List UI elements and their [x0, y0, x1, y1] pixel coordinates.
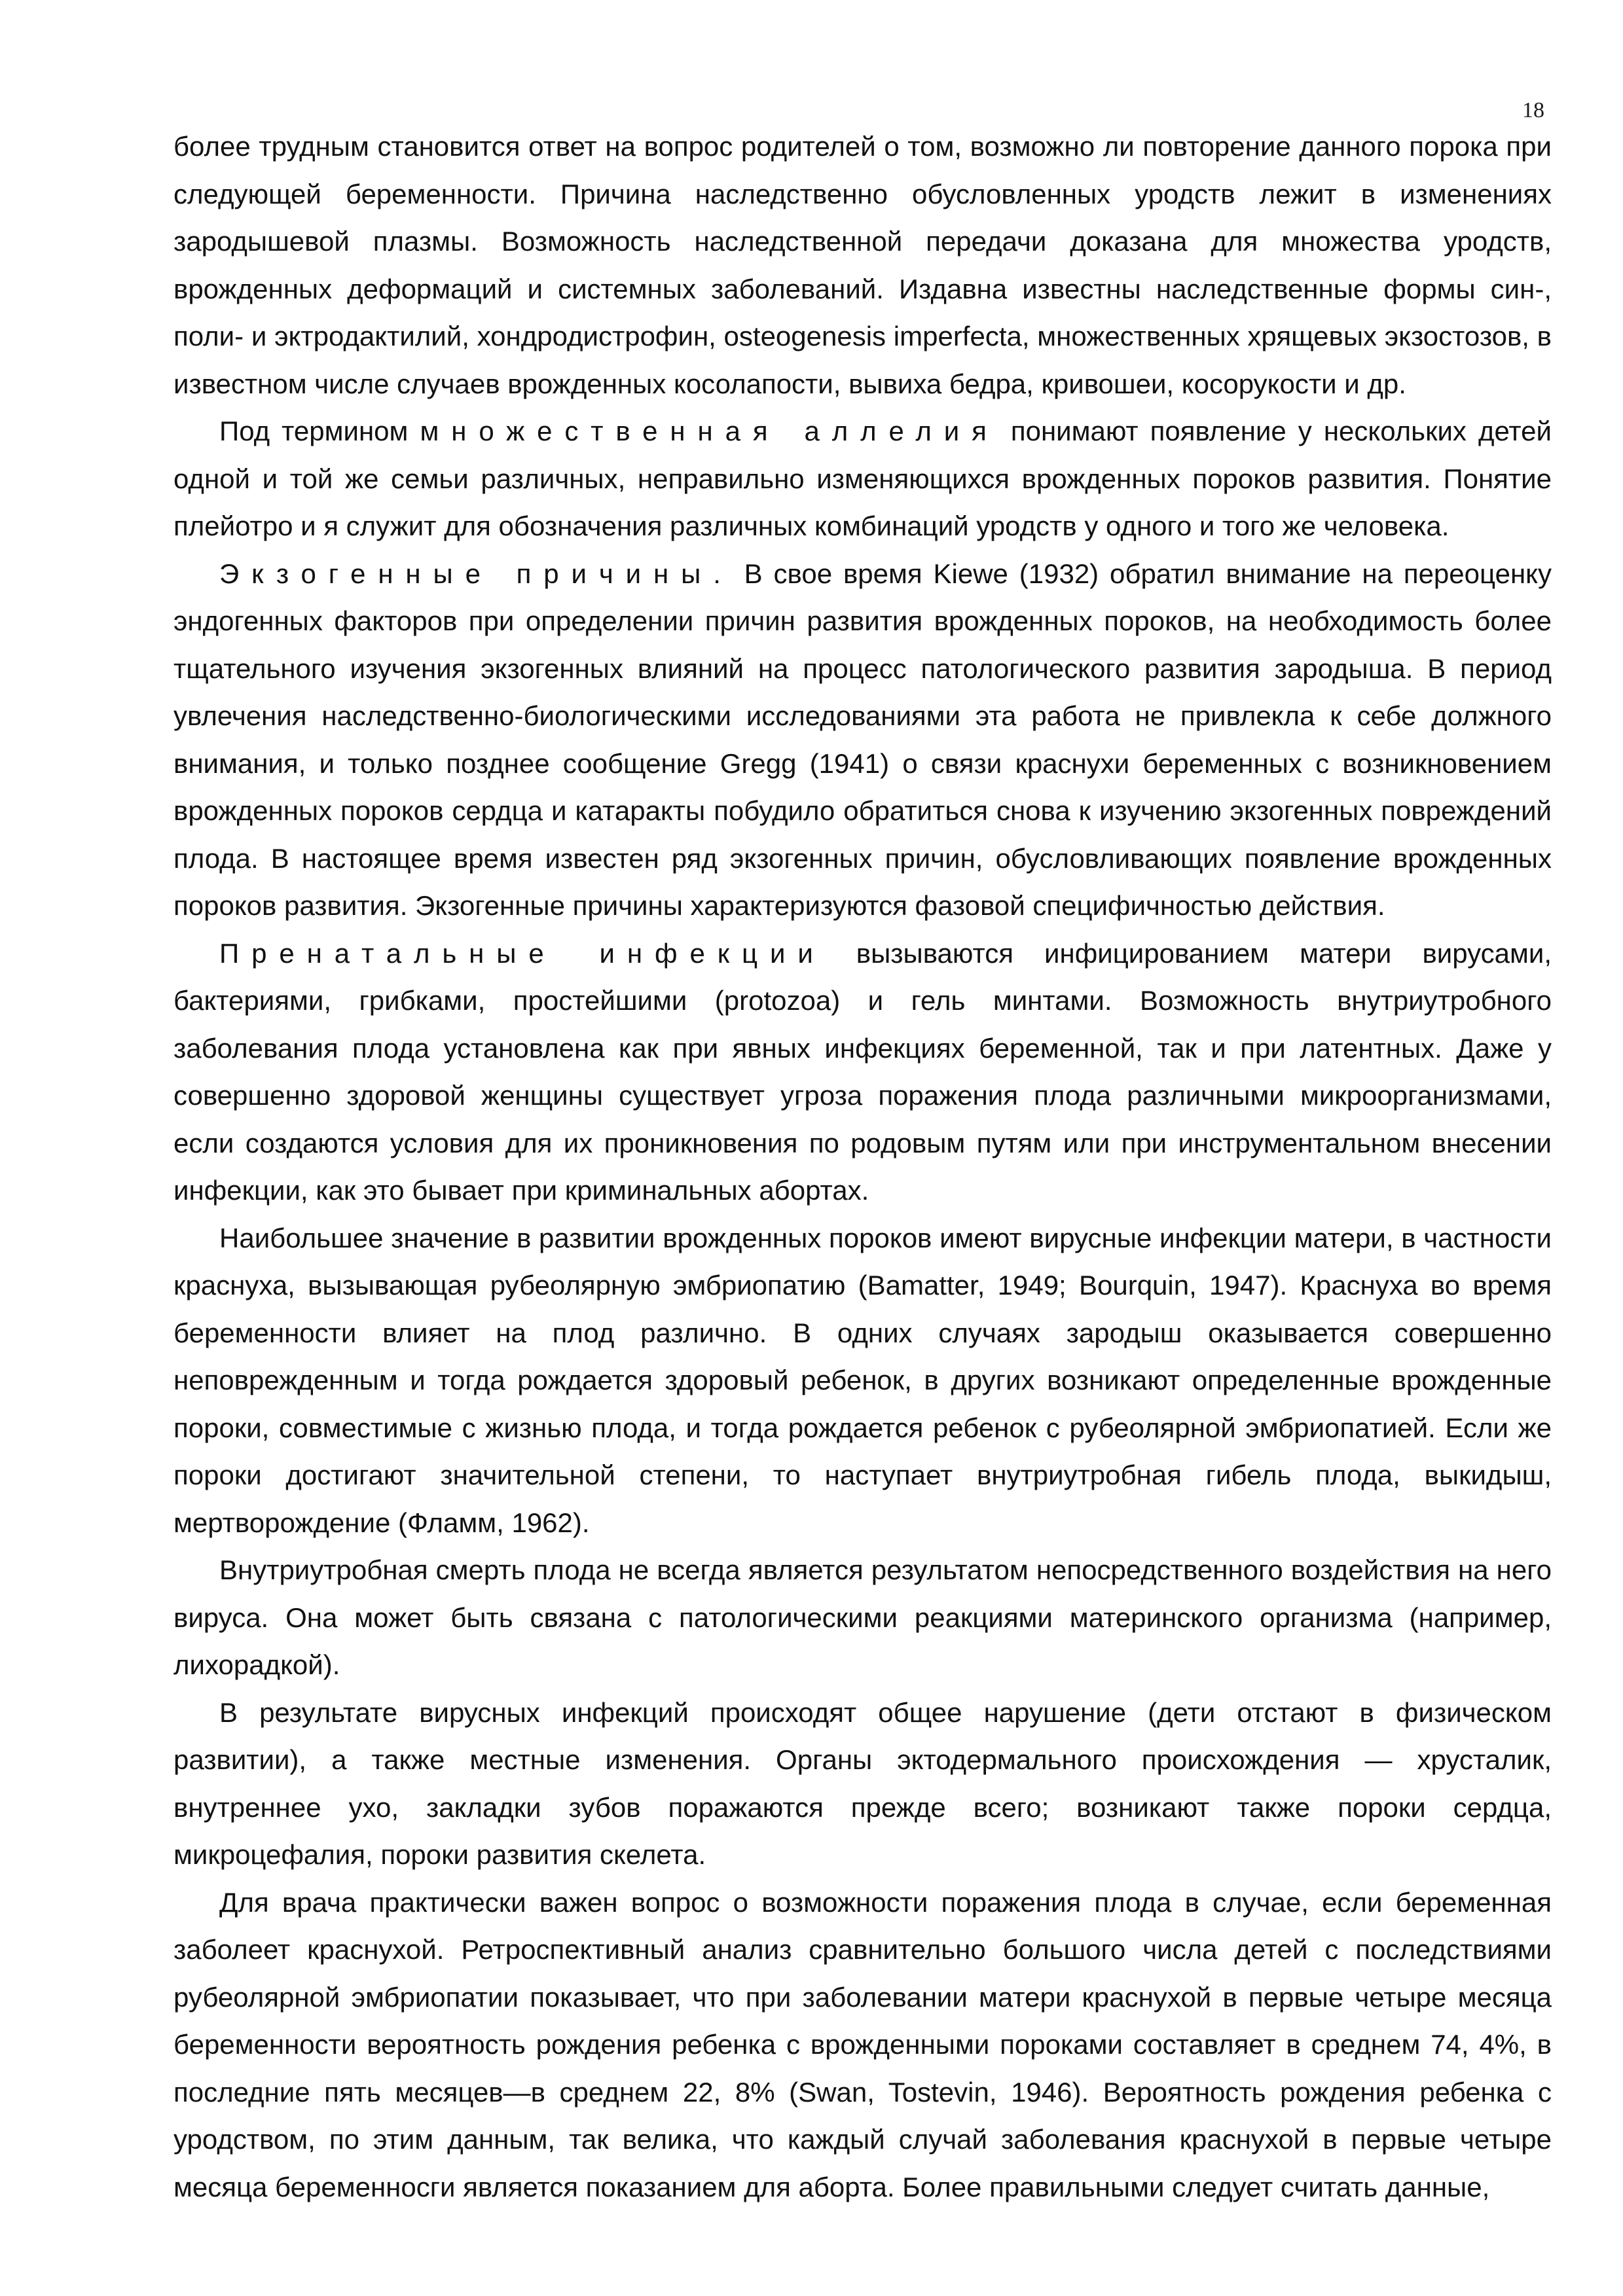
- paragraph-text: понимают появление у нескольких детей одной и той же семьи различных, неправильно изменяющихся врожденных пороков развития. Понятие плейотро и я служит для обозначения различных комбинаций уродств у одного и того же человека.: [173, 416, 1552, 541]
- paragraph-text: более трудным становится ответ на вопрос родителей о том, возможно ли повторение данного порока при следующей беременности. Причина наследственно обусловленных уродств лежит в изменениях зародышевой плазмы. Возможность наследственной передачи доказана для множества уродств, врожденных деформаций и системных заболеваний. Издавна известны наследственные формы син-, поли- и эктродактилий, хондродистрофин, osteogenesis imperfecta, множественных хрящевых экзостозов, в известном числе случаев врожденных косолапости, вывиха бедра, кривошеи, косорукости и др.: [173, 131, 1552, 399]
- term-multiple-allelia: множественная аллелия: [420, 416, 999, 446]
- paragraph-text: Для врача практически важен вопрос о возможности поражения плода в случае, если беременная заболеет краснухой. Ретроспективный анализ сравнительно большого числа детей с последствиями рубеолярной эмбриопатии показывает, что при заболевании матери краснухой в первые четыре месяца беременности вероятность рождения ребенка с врожденными пороками составляет в среднем 74, 4%, в последние пять месяцев—в среднем 22, 8% (Swan, Tostevin, 1946). Вероятность рождения ребенка с уродством, по этим данным, так велика, что каждый случай заболевания краснухой в первые четыре месяца беременносги является показанием для аборта. Более правильными следует считать данные,: [173, 1886, 1552, 2202]
- paragraph-text: В результате вирусных инфекций происходят общее нарушение (дети отстают в физическом развитии), а также местные изменения. Органы эктодермального происхождения — хрусталик, внутреннее ухо, закладки зубов поражаются прежде всего; возникают также пороки сердца, микроцефалия, пороки развития скелета.: [173, 1696, 1552, 1870]
- paragraph-text: Наибольшее значение в развитии врожденных пороков имеют вирусные инфекции матери, в частности краснуха, вызывающая рубеолярную эмбриопатию (Bamatter, 1949; Bourquin, 1947). Краснуха во время беременности влияет на плод различно. В одних случаях зародыш оказывается совершенно неповрежденным и тогда рождается здоровый ребенок, в других возникают определенные врожденные пороки, совместимые с жизнью плода, и тогда рождается ребенок с рубеолярной эмбриопатией. Если же пороки достигают значительной степени, то наступает внутриутробная гибель плода, выкидыш, мертворождение (Фламм, 1962).: [173, 1222, 1552, 1538]
- term-prenatal-infections: Пренатальные инфекции: [219, 937, 826, 969]
- paragraph-2: [173, 408, 1552, 550]
- paragraph-lead: Под термином: [219, 416, 420, 446]
- paragraph-text: В свое время Kiewe (1932) обратил внимание на переоценку эндогенных факторов при определении причин развития врожденных пороков, на необходимость более тщательного изучения экзогенных влияний на процесс патологического развития зародыша. В период увлечения наследственно-биологическими исследованиями эта работа не привлекла к себе должного внимания, и только позднее сообщение Gregg (1941) о связи краснухи беременных с возникновением врожденных пороков сердца и катаракты побудило обратиться снова к изучению экзогенных повреждений плода. В настоящее время известен ряд экзогенных причин, обусловливающих появление врожденных пороков развития. Экзогенные причины характеризуются фазовой специфичностью действия.: [173, 558, 1552, 921]
- paragraph-6: [173, 1547, 1552, 1689]
- paragraph-1: [173, 123, 1552, 408]
- section-heading-exogenous: Экзогенные причины.: [219, 558, 733, 589]
- paragraph-5: [173, 1215, 1552, 1547]
- paragraph-text: Внутриутробная смерть плода не всегда является результатом непосредственного воздействия на него вируса. Она может быть связана с патологическими реакциями материнского организма (например, лихорадкой).: [173, 1554, 1552, 1680]
- paragraph-7: [173, 1689, 1552, 1879]
- paragraph-3: [173, 550, 1552, 930]
- paragraph-text: вызываются инфицированием матери вирусами, бактериями, грибками, простейшими (protozoa) и гель минтами. Возможность внутриутробного заболевания плода установлена как при явных инфекциях беременной, так и при латентных. Даже у совершенно здоровой женщины существует угроза поражения плода различными микроорганизмами, если создаются условия для их проникновения по родовым путям или при инструментальном внесении инфекции, как это бывает при криминальных абортах.: [173, 937, 1552, 1206]
- page-number: 18: [1522, 98, 1544, 122]
- paragraph-4: [173, 930, 1552, 1215]
- paragraph-8: [173, 1879, 1552, 2212]
- document-body: [173, 123, 1552, 2211]
